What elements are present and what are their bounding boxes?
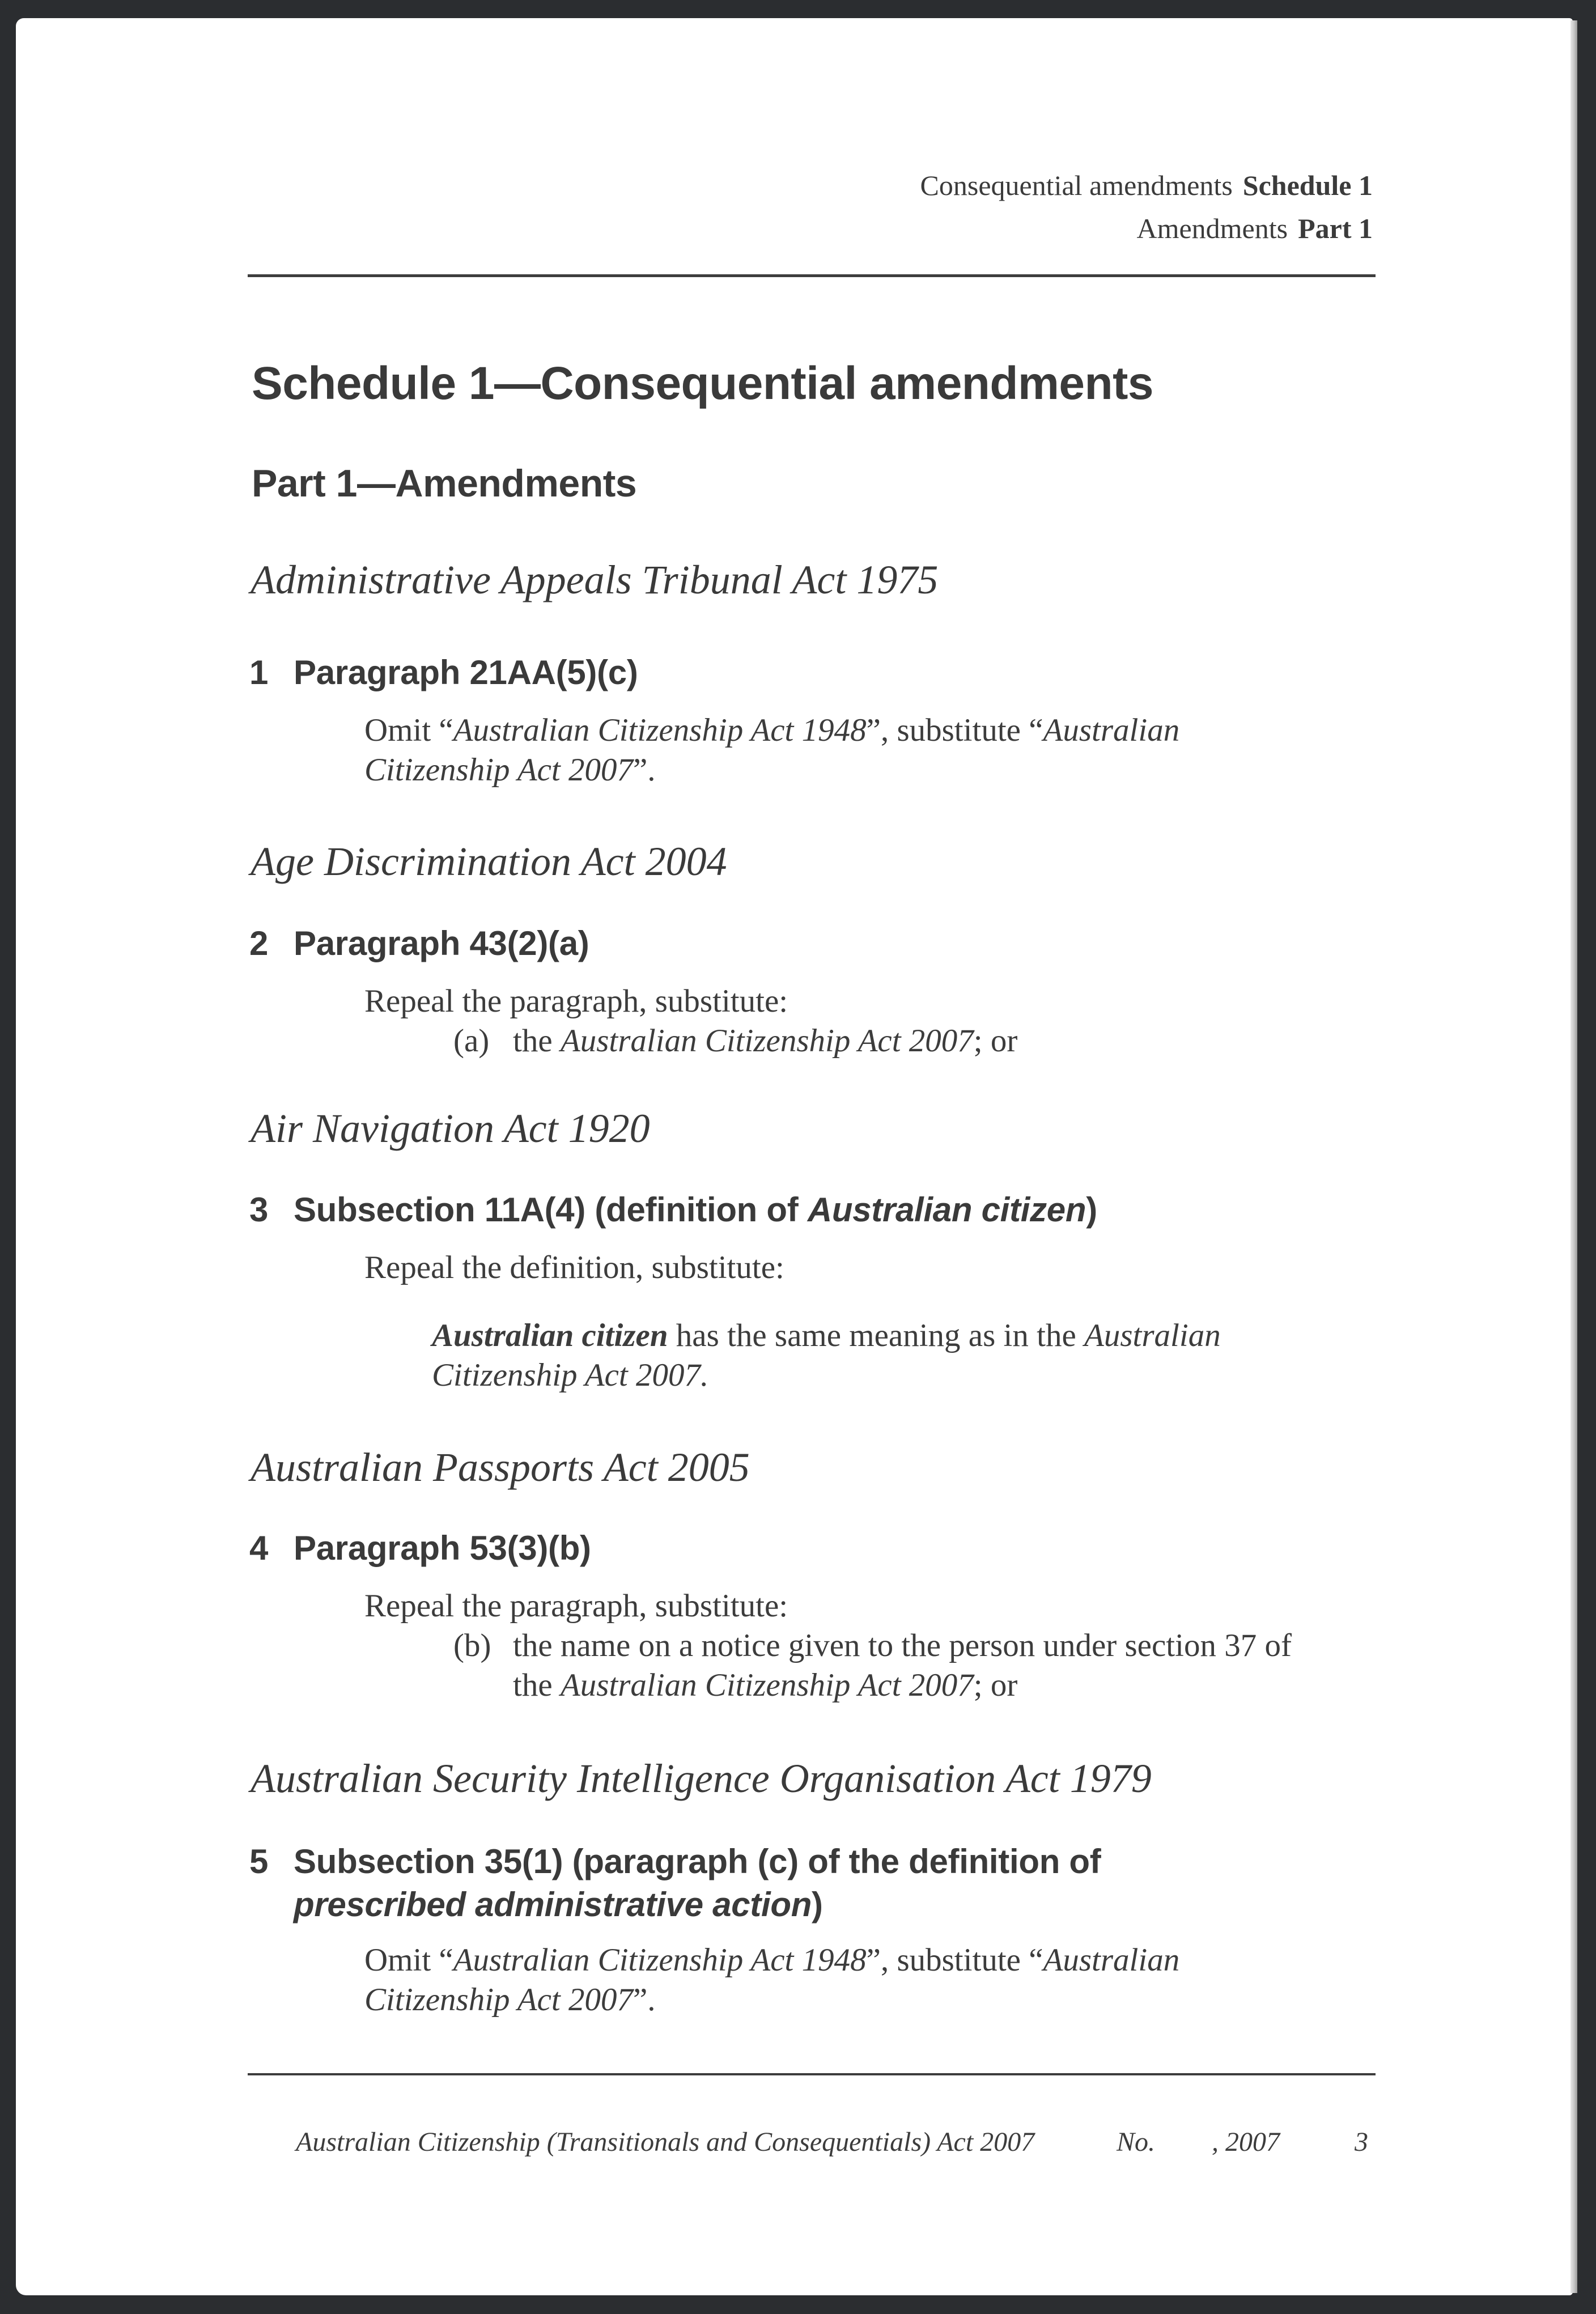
- text-substitute: ”, substitute “: [866, 712, 1043, 748]
- item-heading-italic: prescribed administrative action: [294, 1886, 812, 1924]
- footer-rule: [248, 2073, 1376, 2075]
- text-the: the: [513, 1023, 561, 1059]
- footer-act-title: Australian Citizenship (Transitionals and Consequentials) Act 2007: [296, 2127, 1035, 2157]
- item-heading-text: Subsection 35(1) (paragraph (c) of the definition of: [294, 1842, 1101, 1880]
- item-1-body: [364, 711, 1179, 790]
- running-header-title: Consequential amendments: [920, 169, 1233, 201]
- act-name: Australian Citizenship Act 2007: [560, 1667, 974, 1703]
- document-page: [16, 18, 1573, 2295]
- act-heading-3: Air Navigation Act 1920: [251, 1106, 650, 1151]
- item-4-sub-text: [513, 1626, 1292, 1705]
- item-4-instruction: Repeal the paragraph, substitute:: [364, 1588, 788, 1624]
- item-heading-italic: Australian citizen: [807, 1191, 1086, 1229]
- item-heading-3: [249, 1190, 1097, 1229]
- item-heading-text: Paragraph 21AA(5)(c): [294, 653, 638, 691]
- item-heading-4: [249, 1528, 591, 1568]
- item-3-definition: [432, 1316, 1221, 1395]
- text-end: ”.: [633, 1982, 656, 2018]
- item-2-sub-label: (a): [453, 1023, 490, 1059]
- footer-year: , 2007: [1212, 2127, 1280, 2157]
- header-rule: [248, 274, 1376, 277]
- item-number: 2: [249, 924, 269, 962]
- text-or: ; or: [973, 1023, 1018, 1059]
- running-header-line-1: [920, 171, 1373, 199]
- text-omit: Omit “: [364, 1942, 453, 1978]
- item-heading-text: Paragraph 53(3)(b): [294, 1529, 591, 1567]
- new-act-name-part2: Citizenship Act 2007: [364, 752, 633, 788]
- new-act-name-part2: Citizenship Act 2007: [364, 1982, 633, 2018]
- act-name-part1: Australian: [1084, 1318, 1221, 1353]
- act-name: Australian Citizenship Act 2007: [560, 1023, 974, 1059]
- old-act-name: Australian Citizenship Act 1948: [453, 1942, 867, 1978]
- act-heading-1: Administrative Appeals Tribunal Act 1975: [251, 557, 939, 602]
- act-heading-4: Australian Passports Act 2005: [251, 1445, 750, 1490]
- schedule-heading: Schedule 1—Consequential amendments: [252, 358, 1153, 409]
- item-number: 5: [249, 1842, 269, 1880]
- definition-text: has the same meaning as in the: [668, 1318, 1085, 1353]
- item-number: 4: [249, 1529, 269, 1567]
- act-heading-2: Age Discrimination Act 2004: [251, 839, 727, 884]
- running-header-part: Part 1: [1298, 213, 1373, 244]
- page-number: 3: [1355, 2127, 1368, 2157]
- running-header-line-2: [1136, 214, 1373, 243]
- new-act-name-part1: Australian: [1043, 712, 1180, 748]
- item-number: 3: [249, 1191, 269, 1229]
- item-5-body: [364, 1941, 1179, 2020]
- item-2-instruction: Repeal the paragraph, substitute:: [364, 983, 788, 1019]
- act-heading-5: Australian Security Intelligence Organisation Act 1979: [251, 1756, 1152, 1801]
- text-substitute: ”, substitute “: [866, 1942, 1043, 1978]
- item-heading-2: [249, 924, 589, 963]
- running-header-schedule: Schedule 1: [1242, 169, 1373, 201]
- item-3-instruction: Repeal the definition, substitute:: [364, 1250, 784, 1285]
- part-heading: Part 1—Amendments: [252, 462, 637, 505]
- item-heading-text: Paragraph 43(2)(a): [294, 924, 589, 962]
- item-heading-5: [249, 1840, 1101, 1926]
- old-act-name: Australian Citizenship Act 1948: [453, 712, 867, 748]
- act-name-part2: Citizenship Act 2007.: [432, 1357, 709, 1393]
- item-heading-close: ): [1086, 1191, 1097, 1229]
- text-or: ; or: [973, 1667, 1018, 1703]
- new-act-name-part1: Australian: [1043, 1942, 1180, 1978]
- text-omit: Omit “: [364, 712, 453, 748]
- footer-number-label: No.: [1117, 2127, 1156, 2157]
- item-4-sub-label: (b): [453, 1628, 491, 1663]
- item-heading-close: ): [812, 1886, 823, 1924]
- text-end: ”.: [633, 752, 656, 788]
- item-number: 1: [249, 653, 269, 691]
- item-2-sub-text: [513, 1021, 1017, 1061]
- item-heading-1: [249, 653, 638, 692]
- text-the: the: [513, 1667, 561, 1703]
- defined-term: Australian citizen: [432, 1318, 668, 1353]
- sub-text-line1: the name on a notice given to the person under section 37 of: [513, 1628, 1292, 1663]
- running-header-part-title: Amendments: [1136, 213, 1288, 244]
- item-heading-text: Subsection 11A(4) (definition of: [294, 1191, 808, 1229]
- page-edge-shadow: [1570, 20, 1577, 2293]
